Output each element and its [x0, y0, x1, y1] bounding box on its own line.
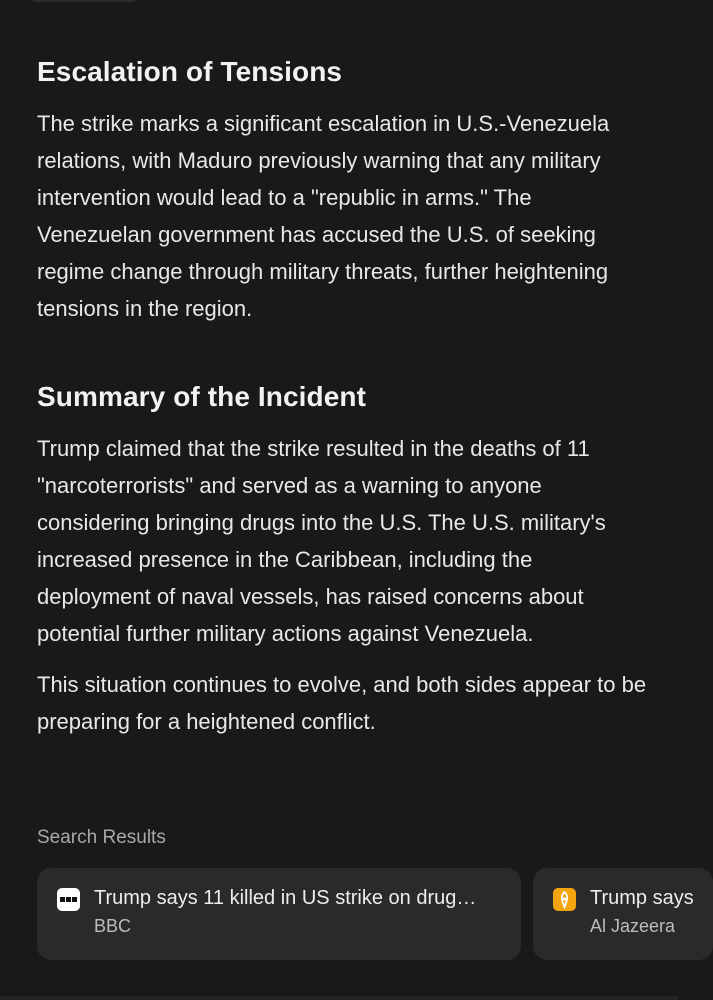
search-result-source: Al Jazeera — [590, 916, 676, 936]
search-results-label: Search Results — [37, 827, 166, 848]
search-result-card[interactable] — [533, 868, 713, 960]
search-result-card[interactable] — [37, 868, 521, 960]
section-paragraph-conclusion: This situation continues to evolve, and both sides appear to be preparing for a heightened conflict. — [37, 672, 647, 734]
section-paragraph-escalation: The strike marks a significant escalation in U.S.-Venezuela relations, with Maduro previously warning that any military intervention would lead to a "republic in arms." The Venezuelan government has accused the U.S. of seeking regime change through military threats, further heightening tensions in the region. — [37, 111, 610, 321]
search-result-title: Trump says 11 killed in US strike on drug… — [94, 887, 477, 909]
al-jazeera-icon — [553, 888, 576, 911]
section-heading-summary: Summary of the Incident — [37, 381, 367, 412]
search-result-source: BBC — [94, 916, 132, 936]
search-result-title: Trump says — [590, 887, 694, 909]
section-paragraph-summary: Trump claimed that the strike resulted in the deaths of 11 "narcoterrorists" and served as a warning to anyone considering bringing drugs into the U.S. The U.S. military's increased presence in the Caribbean, including the deployment of naval vessels, has raised concerns about potential further military actions against Venezuela. — [37, 436, 606, 646]
top-pill-button[interactable] — [28, 0, 140, 2]
section-heading-escalation: Escalation of Tensions — [37, 56, 343, 87]
answer-content — [37, 56, 647, 740]
bottom-input-bar-edge — [0, 996, 678, 1000]
bbc-icon — [57, 888, 80, 911]
